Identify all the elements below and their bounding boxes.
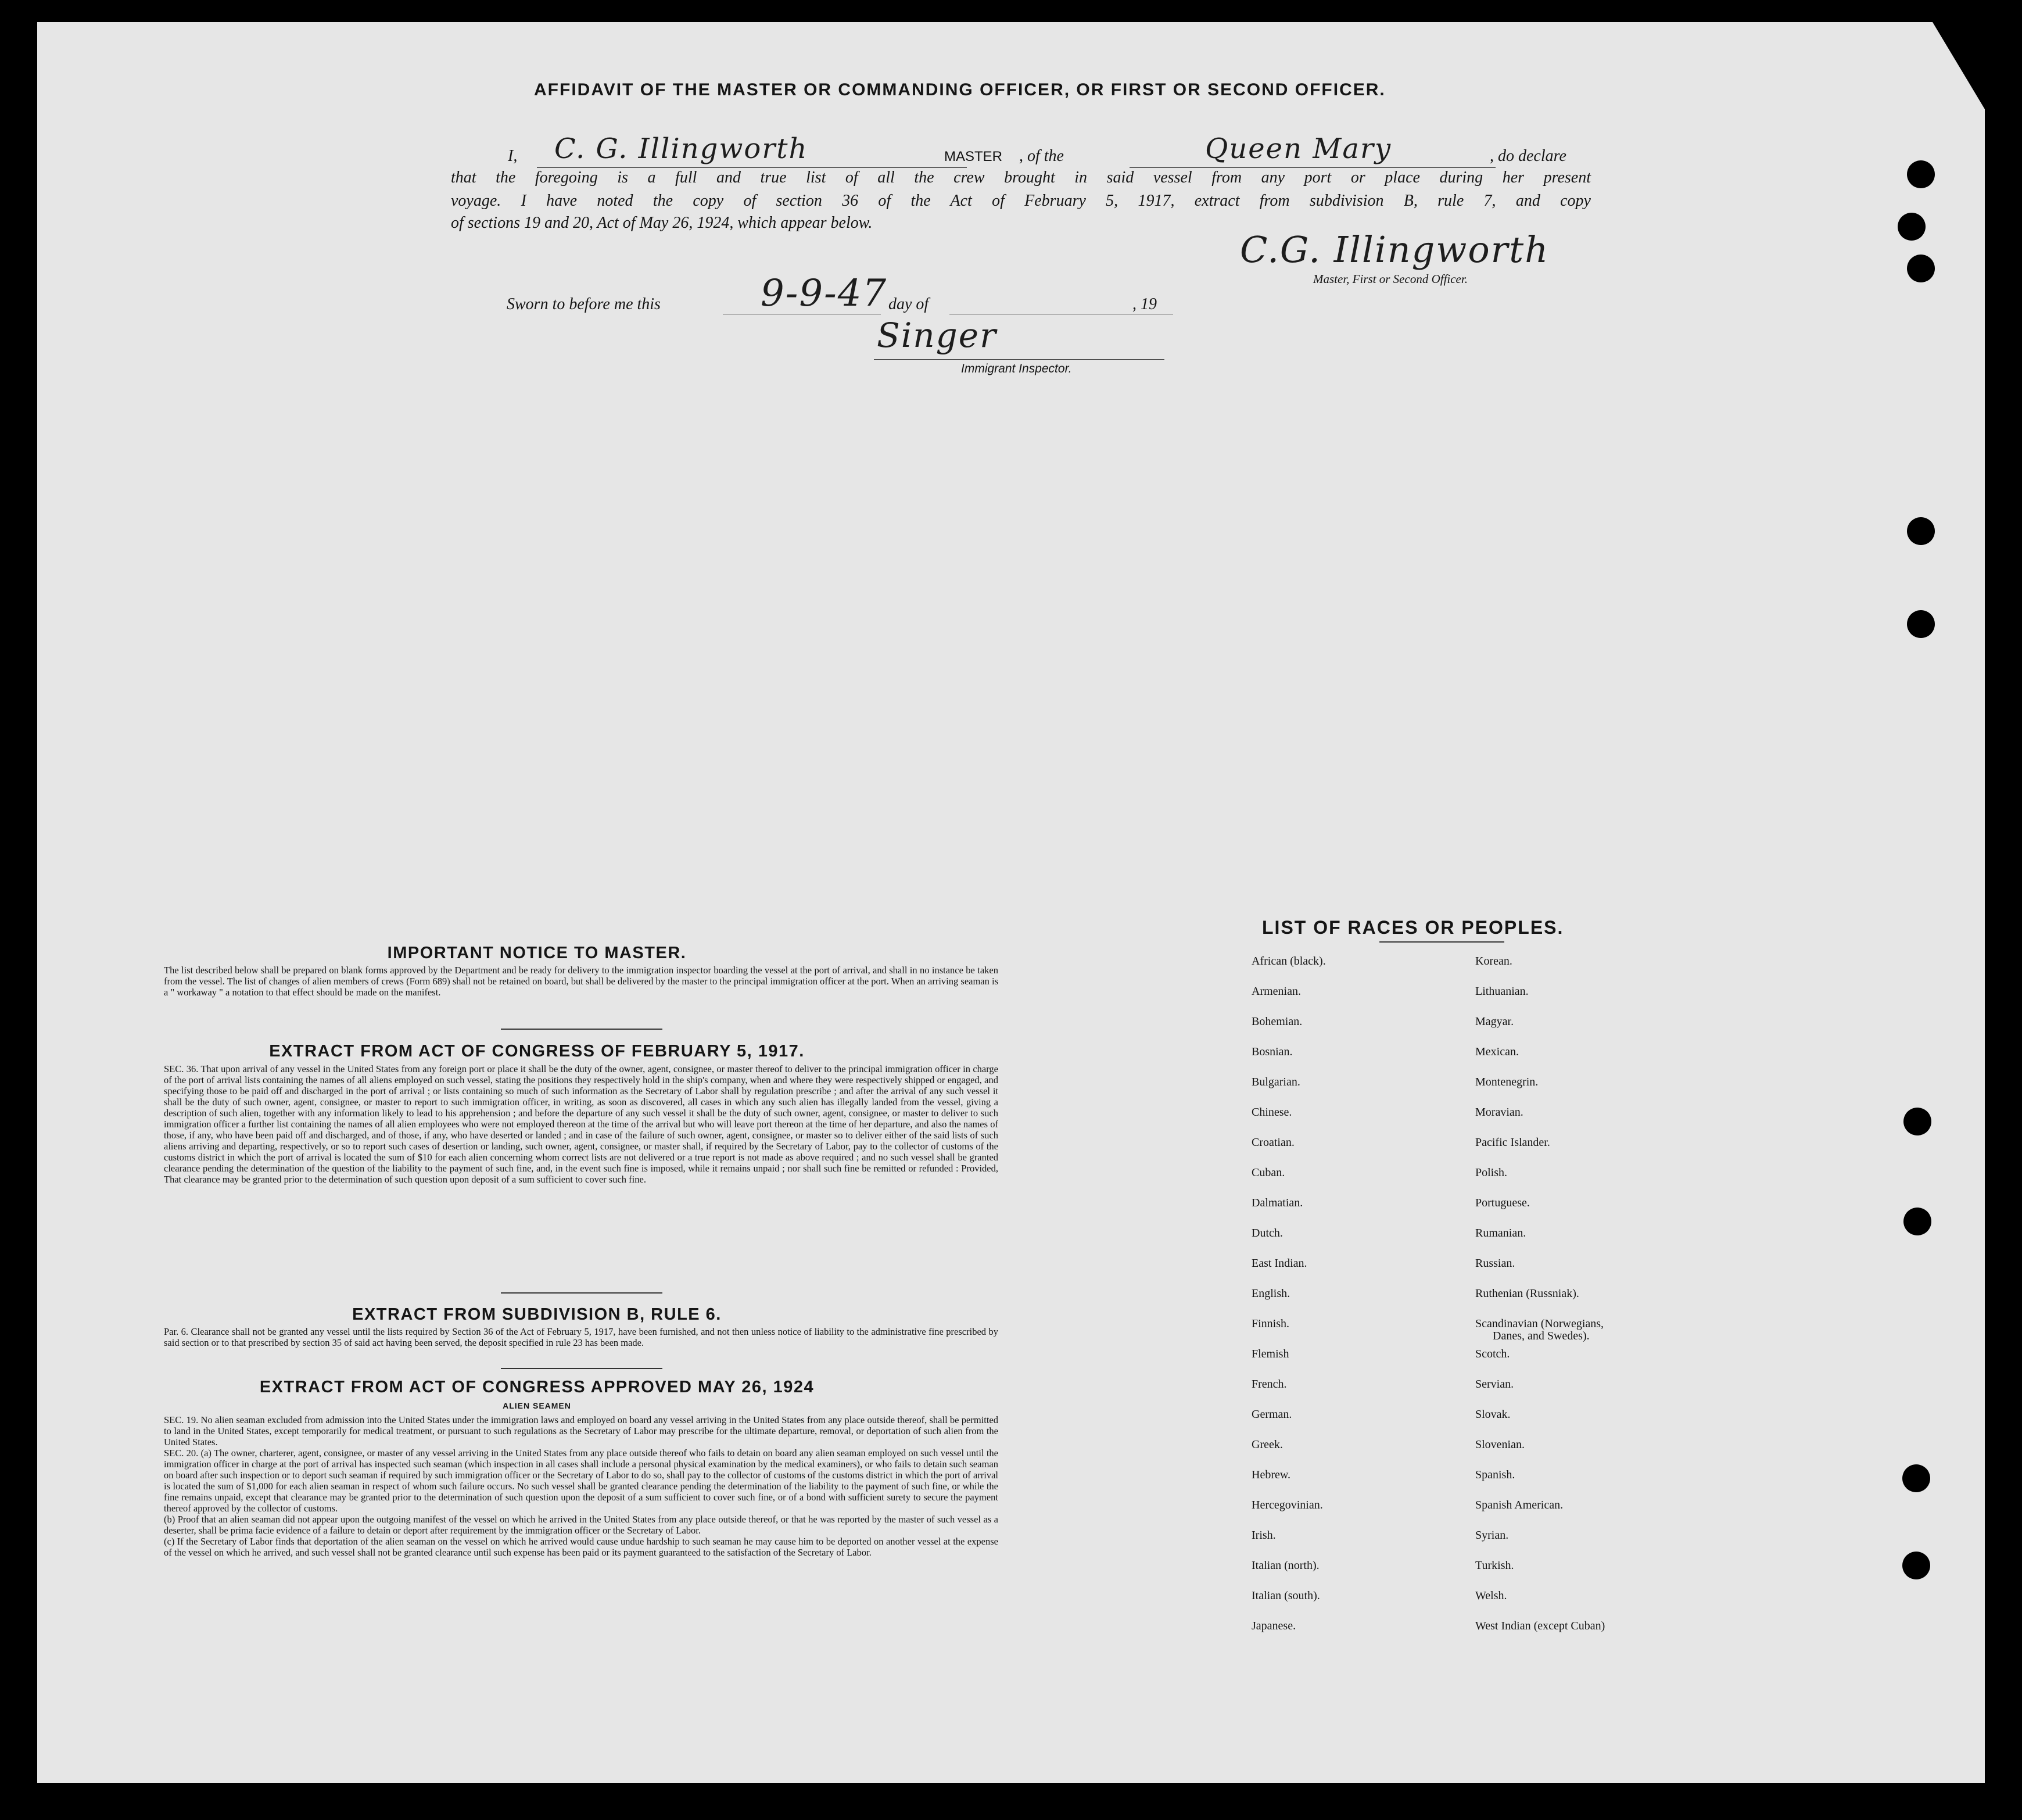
extract-rule6-text: Par. 6. Clearance shall not be granted any vessel until the lists required by Section 36 of the Act of February 5, 1917, have been furnished, and not then unless notice of liability to the administrative fine prescribed by said section or to that prescribed by section 35 of said act having been served, the deposit specified in rule 23 has been made.	[164, 1326, 998, 1348]
race-item: Korean.	[1475, 955, 1512, 968]
race-item: Hercegovinian.	[1252, 1499, 1323, 1511]
year-label: , 19	[1132, 295, 1157, 313]
race-item: Slovak.	[1475, 1408, 1511, 1421]
punch-hole	[1902, 1464, 1930, 1492]
section-divider	[501, 1292, 662, 1294]
extract-1917-title: EXTRACT FROM ACT OF CONGRESS OF FEBRUARY 5, 1917.	[269, 1042, 805, 1061]
alien-seamen-subtitle: ALIEN SEAMEN	[503, 1401, 571, 1410]
sec-20b-text: (b) Proof that an alien seaman did not appear upon the outgoing manifest of the vessel on which he arrived in the United States from any place outside thereof, or that he was reported by the master of such vessel as a deserter, shall be prima facie evidence of a failure to detain or deport after requirement by the immigration officer or the Secretary of Labor.	[164, 1514, 998, 1536]
affidavit-title: AFFIDAVIT OF THE MASTER OR COMMANDING OFFICER, OR FIRST OR SECOND OFFICER.	[534, 80, 1386, 99]
signature-caption: Master, First or Second Officer.	[1313, 272, 1468, 286]
race-item: Italian (south).	[1252, 1589, 1320, 1602]
race-item: Servian.	[1475, 1378, 1514, 1391]
sec-20a-text: SEC. 20. (a) The owner, charterer, agent, consignee, or master of any vessel arriving in the United States from any place outside thereof who fails to detain on board any alien seaman employed on such vessel until the immigration officer in charge at the port of arrival has inspected such seaman (which inspection in all cases shall include a personal physical examination by the medical examiners), or who fails to detain such seaman on board after such inspection or to deport such seaman if required by such immigration officer or the Secretary of Labor to do so, shall pay to the collector of customs of the customs district in which the port of arrival is located the sum of $1,000 for each alien seaman in respect of whom such failure occurs. No such vessel shall be granted clearance pending the determination of the liability to the payment of such fine, or while the fine remains unpaid, except that clearance may be granted prior to the determination of such question upon the deposit of a sum sufficient to cover such fine, or of a bond with sufficient surety to secure the payment thereof approved by the collector of customs.	[164, 1448, 998, 1514]
do-declare-label: , do declare	[1490, 147, 1566, 165]
master-signature: C.G. Illingworth	[1240, 228, 1550, 271]
of-the-label: , of the	[1019, 147, 1064, 165]
master-name-line	[537, 167, 967, 168]
race-item: German.	[1252, 1408, 1292, 1421]
race-item: Russian.	[1475, 1257, 1515, 1270]
section-divider	[501, 1368, 662, 1369]
day-of-label: day of	[888, 295, 929, 313]
race-item: Hebrew.	[1252, 1468, 1291, 1481]
extract-1924-body	[164, 1414, 998, 1558]
race-item: Welsh.	[1475, 1589, 1507, 1602]
races-title: LIST OF RACES OR PEOPLES.	[1262, 917, 1564, 938]
race-item: African (black).	[1252, 955, 1326, 968]
race-item: Spanish American.	[1475, 1499, 1564, 1511]
race-item: Scandinavian (Norwegians,	[1475, 1317, 1604, 1330]
punch-hole	[1903, 1208, 1931, 1235]
extract-1917-text: SEC. 36. That upon arrival of any vessel in the United States from any foreign port or place it shall be the duty of the owner, agent, consignee, or master thereof to deliver to the principal immigration officer in charge of the port of arrival lists containing the names of all aliens employed on such vessel, stating the positions they respectively hold in the ship's company, when and where they were respectively shipped or engaged, and specifying those to be paid off and discharged in the port of arrival ; or lists containing so much of such information as the Secretary of Labor shall by regulation prescribe ; and after the arrival of any such vessel it shall be the duty of such owner, agent, consignee, or master to report to such immigration officer, in writing, as soon as discovered, all cases in which any such alien has illegally landed from the vessel, giving a description of such alien, together with any information likely to lead to his apprehension ; and before the departure of any such vessel it shall be the duty of such owner, agent, consignee, or master to deliver to such immigration officer a further list containing the names of all alien employees who were not employed thereon at the time of the arrival but who will leave port thereon at the time of her departure, and also the names of those, if any, who have been paid off and discharged, and of those, if any, who have deserted or landed ; and in case of the failure of such owner, agent, consignee, or master so to deliver either of the said lists of such aliens arriving and departing, respectively, or so to report such cases of desertion or landing, such owner, agent, consignee, or master shall, if required by the Secretary of Labor, pay to the collector of customs of the customs district in which the port of arrival is located the sum of $10 for each alien concerning whom correct lists are not delivered or a true report is not made as above required ; and no such vessel shall be granted clearance pending the determination of the question of the liability to the payment of such fine, and, in the event such fine is imposed, while it remains unpaid ; nor shall such fine be remitted or refunded : Provided, That clearance may be granted prior to the determination of such question upon deposit of a sum sufficient to cover such fine.	[164, 1063, 998, 1185]
race-item: Portuguese.	[1475, 1196, 1530, 1209]
extract-1924-title: EXTRACT FROM ACT OF CONGRESS APPROVED MAY 26, 1924	[259, 1378, 815, 1396]
sworn-before-label: Sworn to before me this	[507, 295, 661, 313]
race-item: Croatian.	[1252, 1136, 1295, 1149]
race-item: Pacific Islander.	[1475, 1136, 1550, 1149]
notice-title: IMPORTANT NOTICE TO MASTER.	[387, 944, 687, 962]
race-item: Moravian.	[1475, 1106, 1523, 1119]
race-item: East Indian.	[1252, 1257, 1307, 1270]
race-item: Chinese.	[1252, 1106, 1292, 1119]
race-item: Flemish	[1252, 1348, 1289, 1360]
sec-20c-text: (c) If the Secretary of Labor finds that deportation of the alien seaman on the vessel on which he arrived would cause undue hardship to such seaman he may cause him to be deported on another vessel at the expense of the vessel on which he arrived, and such vessel shall not be granted clearance until such expense has been paid or its payment guaranteed to the satisfaction of the Secretary of Labor.	[164, 1536, 998, 1558]
race-item: Ruthenian (Russniak).	[1475, 1287, 1579, 1300]
race-item: Japanese.	[1252, 1620, 1296, 1632]
notice-text: The list described below shall be prepared on blank forms approved by the Department and be ready for delivery to the immigration inspector boarding the vessel at the port of arrival, and shall in no instance be taken from the vessel. The list of changes of alien members of crews (Form 689) shall not be retained on board, but shall be delivered by the master to the principal immigration officer at the port. When an arriving seaman is a " workaway " a notation to that effect should be made on the manifest.	[164, 965, 998, 998]
races-right-column	[1475, 946, 1605, 1641]
sworn-date-handwritten: 9-9-47	[761, 272, 888, 315]
folded-corner	[1933, 22, 1985, 109]
race-item: Italian (north).	[1252, 1559, 1320, 1572]
extract-rule6-title: EXTRACT FROM SUBDIVISION B, RULE 6.	[352, 1305, 722, 1324]
race-item: Syrian.	[1475, 1529, 1509, 1542]
punch-hole	[1903, 1108, 1931, 1135]
vessel-name-handwritten: Queen Mary	[1205, 132, 1392, 165]
punch-hole	[1907, 517, 1935, 545]
declaration-line-3: voyage. I have noted the copy of section 36 of the Act of February 5, 1917, extract from subdivision B, rule 7, and copy	[451, 192, 1591, 210]
punch-hole	[1907, 255, 1935, 282]
race-item: Scotch.	[1475, 1348, 1510, 1360]
master-name-handwritten: C. G. Illingworth	[554, 132, 808, 165]
race-item: Dutch.	[1252, 1227, 1283, 1239]
race-item: Lithuanian.	[1475, 985, 1529, 998]
document-page	[37, 22, 1985, 1783]
section-divider	[501, 1029, 662, 1030]
races-title-rule	[1379, 941, 1504, 943]
race-item: English.	[1252, 1287, 1290, 1300]
race-item: Magyar.	[1475, 1015, 1514, 1028]
punch-hole	[1907, 160, 1935, 188]
punch-hole	[1902, 1552, 1930, 1579]
race-item: Armenian.	[1252, 985, 1301, 998]
race-item: Bohemian.	[1252, 1015, 1303, 1028]
race-item: Dalmatian.	[1252, 1196, 1303, 1209]
sec-19-text: SEC. 19. No alien seaman excluded from admission into the United States under the immigration laws and employed on board any vessel arriving in the United States from any place outside thereof, shall be permitted to land in the United States, except temporarily for medical treatment, or pursuant to such regulations as the Secretary of Labor may prescribe for the ultimate departure, removal, or deportation of such alien from the United States.	[164, 1414, 998, 1448]
race-item: Spanish.	[1475, 1468, 1515, 1481]
race-item: Irish.	[1252, 1529, 1276, 1542]
race-item: Greek.	[1252, 1438, 1283, 1451]
race-item: Cuban.	[1252, 1166, 1285, 1179]
race-item: West Indian (except Cuban)	[1475, 1620, 1605, 1632]
inspector-signature: Singer	[877, 316, 997, 355]
punch-hole	[1907, 610, 1935, 638]
race-item: Polish.	[1475, 1166, 1508, 1179]
race-item: Finnish.	[1252, 1317, 1290, 1330]
vessel-name-line	[1130, 167, 1496, 168]
race-item: Turkish.	[1475, 1559, 1514, 1572]
race-item: Slovenian.	[1475, 1438, 1525, 1451]
race-item: Rumanian.	[1475, 1227, 1526, 1239]
races-left-column	[1252, 946, 1326, 1641]
declaration-line-2: that the foregoing is a full and true list of all the crew brought in said vessel from any port or place during her present	[451, 169, 1591, 187]
race-item: French.	[1252, 1378, 1287, 1391]
race-item: Montenegrin.	[1475, 1076, 1539, 1088]
inspector-caption: Immigrant Inspector.	[961, 362, 1072, 375]
race-item: Bulgarian.	[1252, 1076, 1300, 1088]
affidavit-i: I,	[508, 147, 518, 165]
declaration-line-4: of sections 19 and 20, Act of May 26, 1924, which appear below.	[451, 214, 873, 232]
race-item: Bosnian.	[1252, 1045, 1293, 1058]
race-item-continuation: Danes, and Swedes).	[1493, 1330, 1590, 1342]
punch-hole	[1898, 213, 1926, 241]
race-item: Mexican.	[1475, 1045, 1519, 1058]
master-label: MASTER	[944, 149, 1003, 164]
inspector-line	[874, 359, 1164, 360]
